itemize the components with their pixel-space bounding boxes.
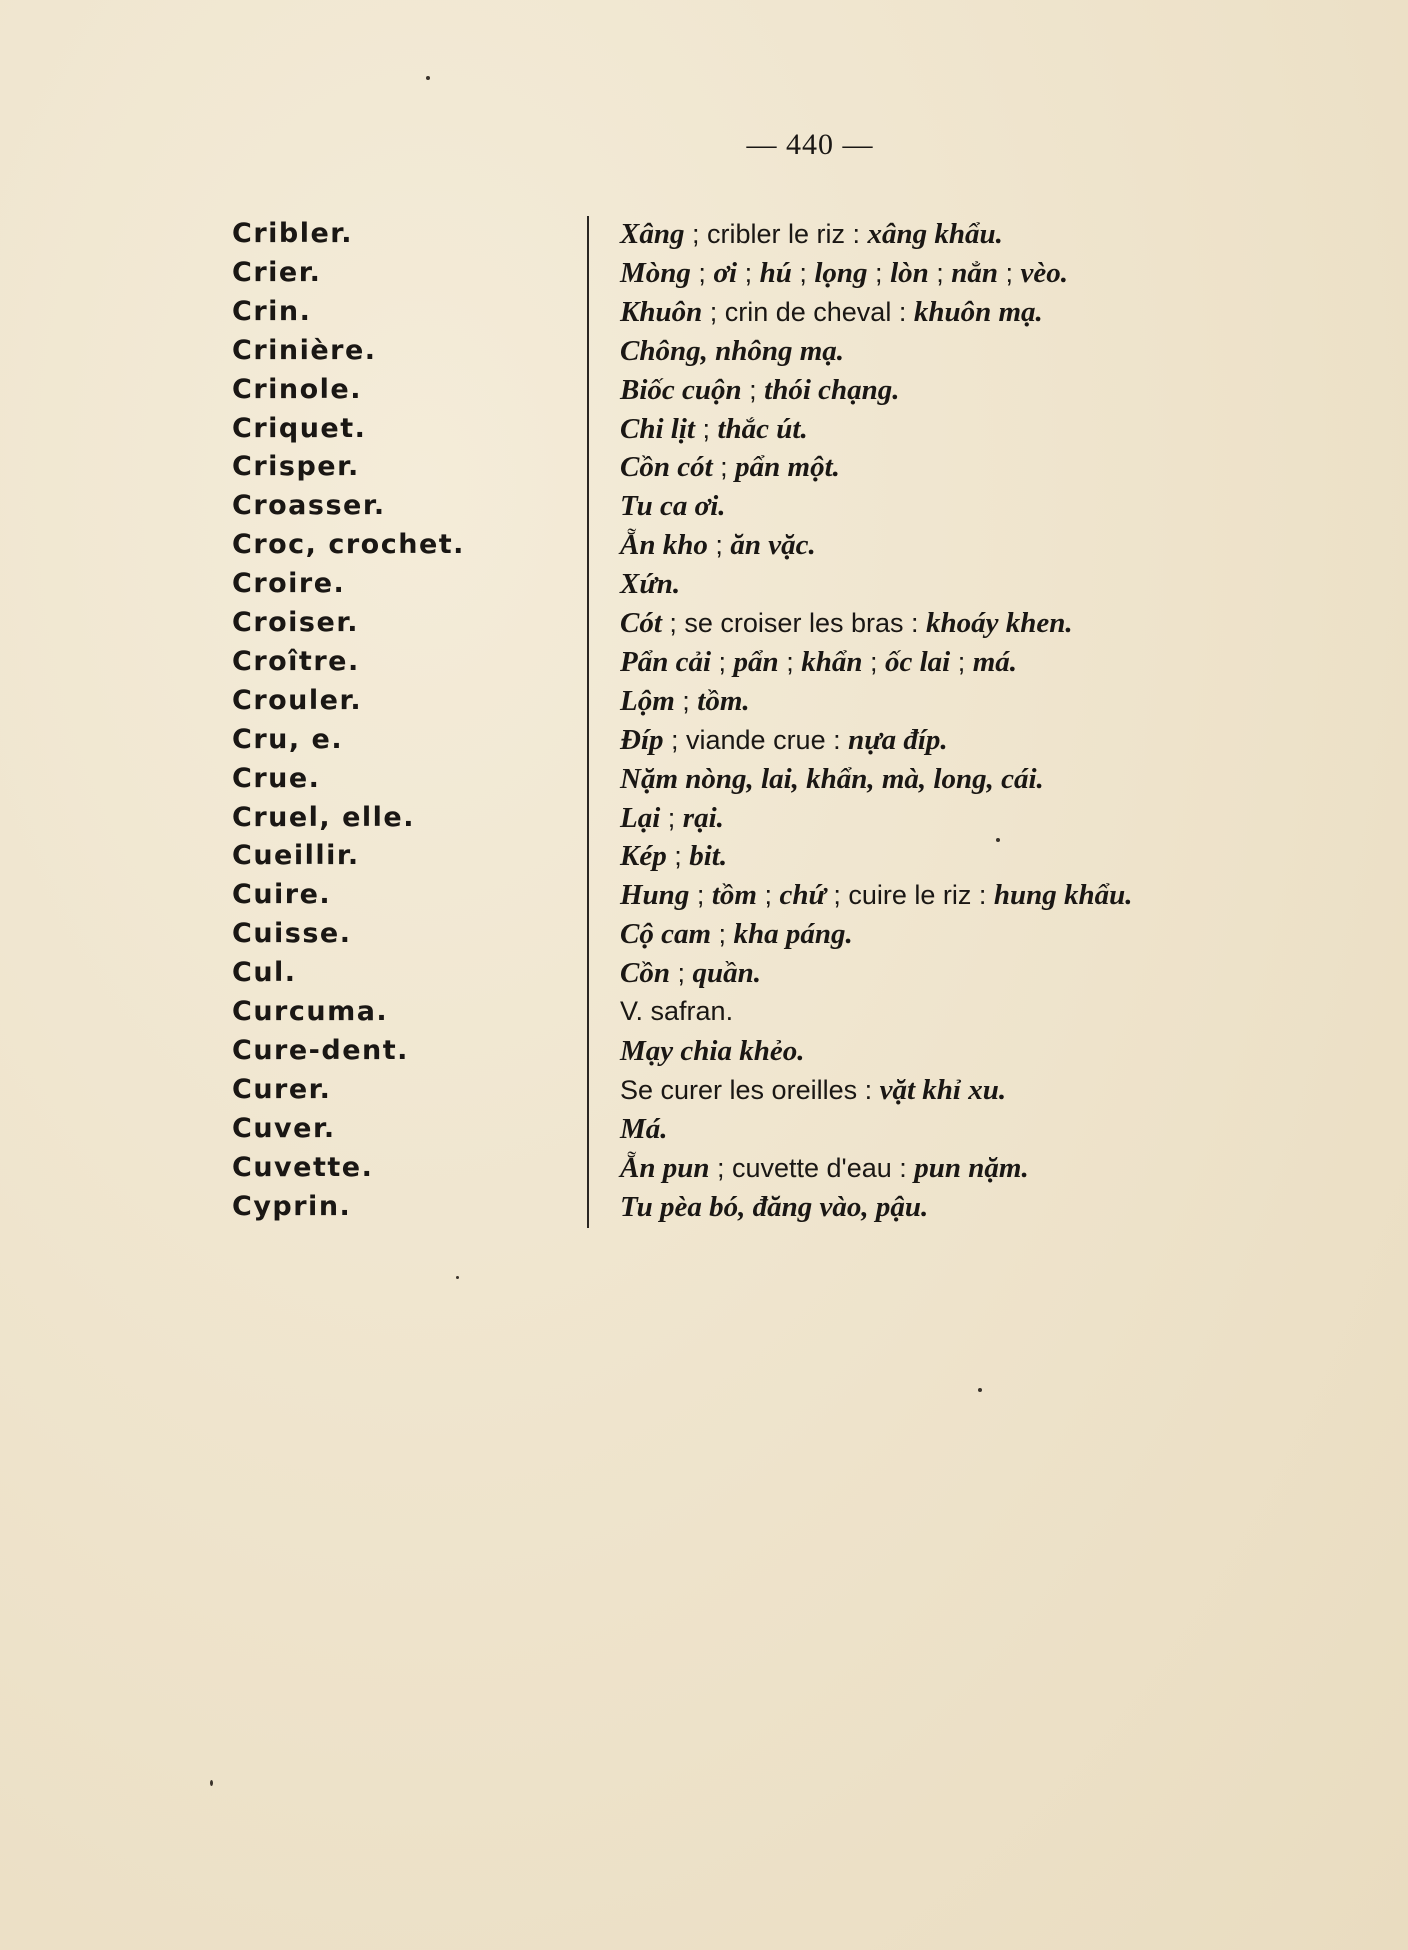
entry-headword: Croc, crochet. xyxy=(232,529,465,560)
definition-term: Chi lịt xyxy=(620,413,695,445)
entry-definition xyxy=(620,765,1044,794)
definition-term: Hung xyxy=(620,879,690,911)
definition-term: chứ xyxy=(779,879,826,911)
definition-term: Cồn cót xyxy=(620,451,713,483)
entry-definition xyxy=(620,259,1068,288)
entry-headword: Crier. xyxy=(232,257,322,288)
paper-speck xyxy=(210,1780,213,1786)
definition-term: rại. xyxy=(682,802,724,834)
definition-text: ; xyxy=(778,647,802,677)
definition-term: kha páng. xyxy=(733,918,853,950)
definition-term: xâng khẩu. xyxy=(867,218,1003,250)
definition-text: ; xyxy=(694,414,718,444)
entry-headword: Crin. xyxy=(232,296,312,327)
definition-text: ; crin de cheval : xyxy=(702,297,914,327)
definition-text: ; cribler le riz : xyxy=(684,219,868,249)
definition-term: Má. xyxy=(620,1113,668,1145)
entry-definition xyxy=(620,1037,804,1066)
entry-definition xyxy=(620,648,1017,677)
definition-term: nựa đíp. xyxy=(848,724,948,756)
entry-headword: Cruel, elle. xyxy=(232,802,415,833)
definition-term: Mạy chia khẻo. xyxy=(620,1035,805,1067)
entry-definition xyxy=(620,298,1043,327)
definition-term: Cồn xyxy=(620,957,670,989)
entry-headword: Crouler. xyxy=(232,685,363,716)
definition-text: ; xyxy=(867,258,891,288)
entry-definition xyxy=(620,531,816,560)
entry-headword: Cyprin. xyxy=(232,1191,352,1222)
definition-term: bit. xyxy=(689,840,728,872)
entry-definition xyxy=(620,726,948,755)
entry-headword: Croasser. xyxy=(232,490,386,521)
definition-term: pẩn một. xyxy=(735,451,840,483)
definition-term: tồm xyxy=(711,879,757,911)
definition-term: tồm. xyxy=(697,685,750,717)
definition-text: ; viande crue : xyxy=(663,725,849,755)
definition-term: Nặm nòng, lai, khẩn, mà, long, cái. xyxy=(620,763,1044,795)
paper-speck xyxy=(996,838,1000,842)
definition-text: ; xyxy=(928,258,952,288)
definition-text: ; xyxy=(674,686,698,716)
definition-term: Xâng xyxy=(620,218,685,250)
entry-definition xyxy=(620,1115,668,1144)
definition-term: Lộm xyxy=(620,685,675,717)
definition-term: Pẩn cải xyxy=(620,646,712,678)
definition-term: Cộ cam xyxy=(620,918,712,950)
definition-term: Xứn. xyxy=(620,568,681,600)
entry-headword: Croiser. xyxy=(232,607,360,638)
entry-headword: Cure-dent. xyxy=(232,1035,409,1066)
definition-text: ; xyxy=(660,803,683,833)
definition-term: khoáy khen. xyxy=(926,607,1073,639)
entry-definition xyxy=(620,337,844,366)
definition-term: thói chạng. xyxy=(764,374,900,406)
definition-term: lọng xyxy=(814,257,868,289)
entry-headword: Criquet. xyxy=(232,413,367,444)
definition-text: ; cuire le riz : xyxy=(825,880,994,910)
entry-headword: Cuisse. xyxy=(232,918,352,949)
definition-text: ; xyxy=(737,258,760,288)
paper-speck xyxy=(978,1388,982,1392)
definition-text: ; se croiser les bras : xyxy=(661,608,926,638)
entry-definition xyxy=(620,220,1003,249)
entry-definition xyxy=(620,920,853,949)
definition-text: ; xyxy=(862,647,885,677)
definition-term: pẩn xyxy=(733,646,779,678)
definition-term: hú xyxy=(759,257,792,289)
entry-headword: Curcuma. xyxy=(232,996,389,1027)
definition-term: Kép xyxy=(620,840,667,872)
definition-term: ơi xyxy=(713,257,738,289)
entry-headword: Cribler. xyxy=(232,218,354,249)
entry-headword: Cuire. xyxy=(232,879,332,910)
definition-term: vặt khỉ xu. xyxy=(879,1074,1007,1106)
entry-definition xyxy=(620,609,1073,638)
entry-headword: Curer. xyxy=(232,1074,332,1105)
definition-text: ; xyxy=(791,258,815,288)
definition-text: ; xyxy=(950,647,973,677)
definition-text: ; xyxy=(666,841,690,871)
definition-term: quần. xyxy=(692,957,762,989)
entry-definition xyxy=(620,959,761,988)
definition-term: Ẵn pun xyxy=(620,1152,710,1184)
entry-headword: Crinole. xyxy=(232,374,362,405)
entry-headword: Cuver. xyxy=(232,1113,336,1144)
column-divider xyxy=(587,216,589,1228)
definition-text: ; xyxy=(741,375,765,405)
definition-text: ; xyxy=(669,958,693,988)
entry-definition xyxy=(620,570,680,599)
definition-term: khẩn xyxy=(801,646,863,678)
definition-text: ; xyxy=(690,258,714,288)
definition-term: Mòng xyxy=(620,257,691,289)
entry-definition xyxy=(620,376,900,405)
definition-text: ; xyxy=(707,530,731,560)
paper-speck xyxy=(456,1276,459,1279)
definition-term: ăn vặc. xyxy=(730,529,816,561)
entry-headword: Croire. xyxy=(232,568,346,599)
definition-text: ; cuvette d'eau : xyxy=(709,1153,915,1183)
entry-headword: Cru, e. xyxy=(232,724,344,755)
entry-headword: Crisper. xyxy=(232,451,360,482)
entry-definition xyxy=(620,1193,928,1222)
entry-definition xyxy=(620,881,1133,910)
definition-term: Tu pèa bó, đăng vào, pậu. xyxy=(620,1191,929,1223)
definition-term: Cót xyxy=(620,607,662,639)
entry-definition xyxy=(620,415,808,444)
entry-headword: Cueillir. xyxy=(232,840,360,871)
definition-term: Ẵn kho xyxy=(620,529,708,561)
definition-text: ; xyxy=(756,880,780,910)
definition-term: Lại xyxy=(620,802,661,834)
definition-term: vèo. xyxy=(1020,257,1069,289)
definition-term: thắc út. xyxy=(717,413,808,445)
entry-definition xyxy=(620,1154,1029,1183)
entry-headword: Croître. xyxy=(232,646,360,677)
definition-text: V. safran. xyxy=(620,996,734,1026)
entry-headword: Crinière. xyxy=(232,335,377,366)
entry-definition xyxy=(620,687,750,716)
definition-term: hung khẩu. xyxy=(993,879,1133,911)
entry-definition xyxy=(620,1076,1006,1105)
entry-definition xyxy=(620,804,724,833)
definition-term: Khuôn xyxy=(620,296,703,328)
definition-term: Biốc cuộn xyxy=(620,374,742,406)
definition-text: ; xyxy=(998,258,1021,288)
definition-term: lòn xyxy=(890,257,929,289)
definition-text: Se curer les oreilles : xyxy=(620,1075,880,1105)
definition-term: pun nặm. xyxy=(914,1152,1029,1184)
definition-term: má. xyxy=(972,646,1018,678)
definition-term: khuôn mạ. xyxy=(913,296,1043,328)
entry-headword: Crue. xyxy=(232,763,321,794)
definition-term: Đíp xyxy=(620,724,664,756)
definition-text: ; xyxy=(712,452,736,482)
definition-term: nẳn xyxy=(951,257,999,289)
definition-term: ốc lai xyxy=(884,646,951,678)
entry-definition xyxy=(620,492,726,521)
definition-term: Tu ca ơi. xyxy=(620,490,726,522)
page-number: — 440 — xyxy=(746,128,874,161)
definition-term: Chông, nhông mạ. xyxy=(620,335,845,367)
definition-text: ; xyxy=(711,647,734,677)
entry-headword: Cul. xyxy=(232,957,297,988)
entry-definition xyxy=(620,998,733,1025)
paper-speck xyxy=(426,76,430,80)
entry-definition xyxy=(620,842,727,871)
entry-headword: Cuvette. xyxy=(232,1152,374,1183)
definition-text: ; xyxy=(711,919,734,949)
definition-text: ; xyxy=(689,880,712,910)
entry-definition xyxy=(620,453,840,482)
